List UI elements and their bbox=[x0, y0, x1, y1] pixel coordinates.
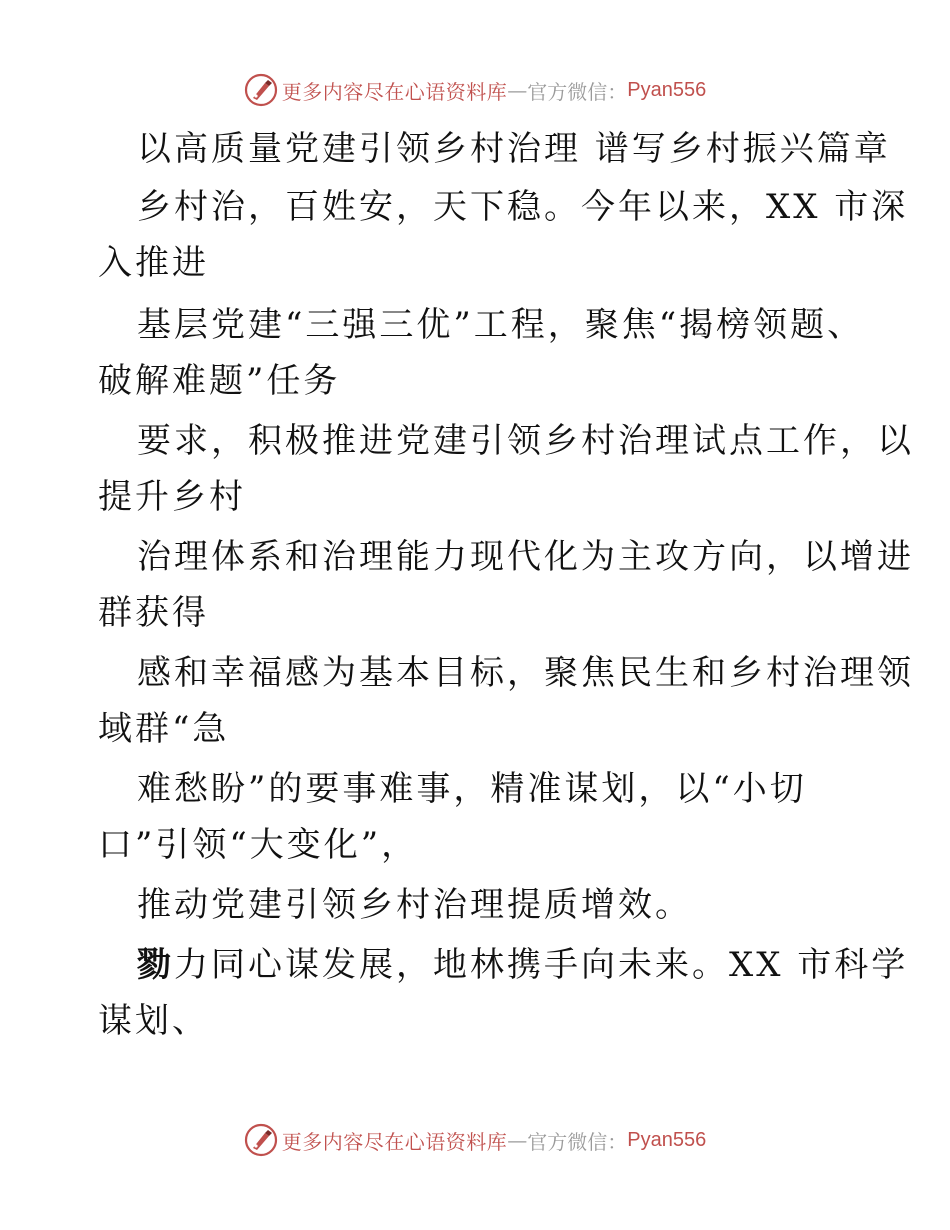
footer-site-text: 更多内容尽在心语资料库 bbox=[281, 1129, 508, 1154]
paragraph-line: 治理体系和治理能力现代化为主攻方向，以增进 bbox=[137, 537, 914, 577]
pen-nib-logo-icon bbox=[244, 1123, 278, 1157]
paragraph-line: 乡村治，百姓安，天下稳。今年以来，XX 市深 bbox=[137, 187, 909, 227]
paragraph-line: 群获得 bbox=[98, 593, 209, 633]
header-dash: — bbox=[507, 78, 528, 102]
footer-banner bbox=[0, 1118, 950, 1162]
paragraph-line-rest: 力同心谋发展，地林携手向未来。XX 市科学 bbox=[174, 945, 909, 985]
header-wechat-id: Pyan556 bbox=[627, 78, 707, 101]
paragraph-line: 入推进 bbox=[98, 243, 209, 283]
paragraph-line: 基层党建“三强三优”工程，聚焦“揭榜领题、 bbox=[137, 305, 865, 345]
footer-dash: — bbox=[507, 1128, 528, 1152]
paragraph-line: 破解难题”任务 bbox=[98, 361, 341, 401]
bold-prefix-char: 勠 bbox=[137, 945, 174, 985]
header-site-text: 更多内容尽在心语资料库 bbox=[281, 79, 508, 104]
paragraph-line: 提升乡村 bbox=[98, 477, 246, 517]
footer-wechat-label: 官方微信： bbox=[527, 1129, 628, 1154]
header-banner bbox=[0, 68, 950, 112]
header-wechat-label: 官方微信： bbox=[527, 79, 628, 104]
paragraph-line: 难愁盼”的要事难事，精准谋划，以“小切 bbox=[137, 769, 807, 809]
document-title: 以高质量党建引领乡村治理 谱写乡村振兴篇章 bbox=[137, 129, 891, 169]
footer-wechat-id: Pyan556 bbox=[627, 1128, 707, 1151]
paragraph-line: 域群“急 bbox=[98, 709, 230, 749]
paragraph-line-with-bold-char bbox=[137, 942, 908, 988]
pen-nib-logo-icon bbox=[244, 73, 278, 107]
paragraph-line: 要求，积极推进党建引领乡村治理试点工作，以 bbox=[137, 421, 914, 461]
paragraph-line: 口”引领“大变化”， bbox=[98, 825, 419, 865]
paragraph-line: 谋划、 bbox=[98, 1001, 209, 1041]
paragraph-line: 推动党建引领乡村治理提质增效。 bbox=[137, 885, 692, 925]
paragraph-line: 感和幸福感为基本目标，聚焦民生和乡村治理领 bbox=[137, 653, 914, 693]
